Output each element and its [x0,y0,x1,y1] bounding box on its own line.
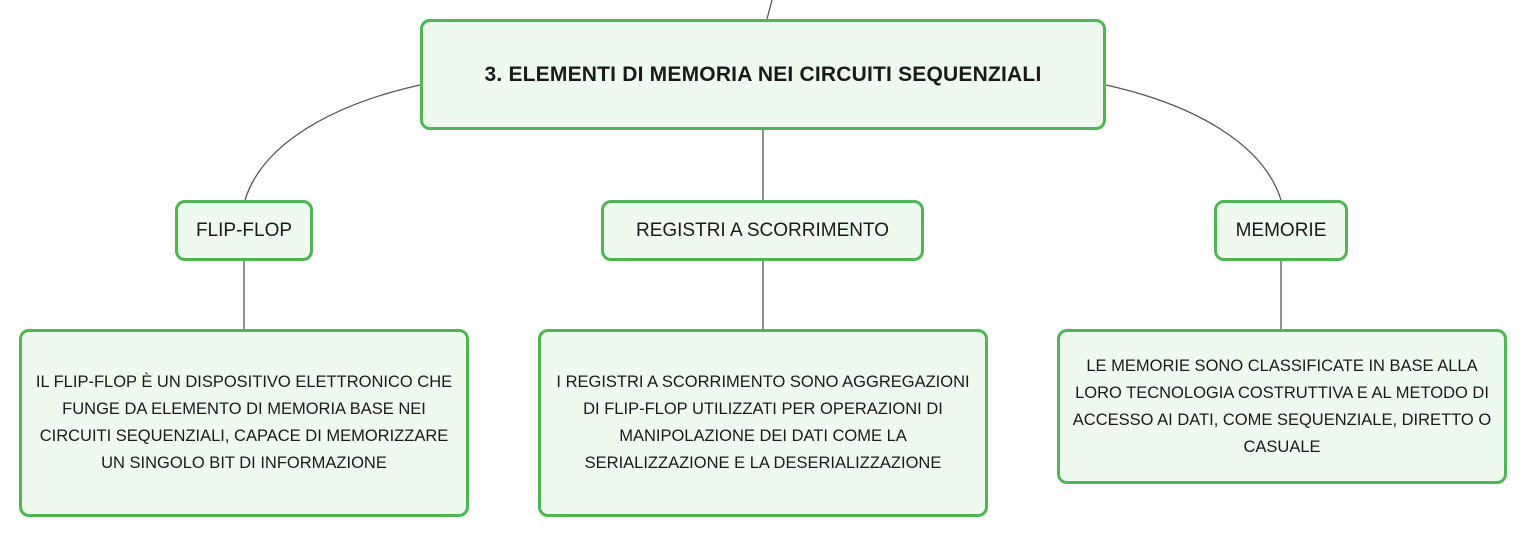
branch-label-registri-a-scorrimento: REGISTRI A SCORRIMENTO [635,219,890,241]
central-topic-node[interactable] [420,19,1106,130]
description-text-registri-a-scorrimento: I REGISTRI A SCORRIMENTO SONO AGGREGAZIONI DI FLIP-FLOP UTILIZZATI PER OPERAZIONI DI MANIPOLAZIONE DEI DATI COME LA SERIALIZZAZIONE E LA DESERIALIZZAZIONE [556,373,970,472]
branch-node-registri-a-scorrimento[interactable] [601,200,924,261]
branch-label-flip-flop: FLIP-FLOP [195,219,293,241]
connector-root-to-flip-flop [245,85,420,200]
branch-label-memorie: MEMORIE [1235,219,1327,241]
description-node-flip-flop[interactable] [19,329,469,517]
description-text-flip-flop: IL FLIP-FLOP È UN DISPOSITIVO ELETTRONICO CHE FUNGE DA ELEMENTO DI MEMORIA BASE NEI CIRCUITI SEQUENZIALI, CAPACE DI MEMORIZZARE UN SINGOLO BIT DI INFORMAZIONE [35,373,453,472]
connector-root-to-memorie [1106,85,1281,200]
branch-node-memorie[interactable] [1214,200,1348,261]
description-text-memorie: LE MEMORIE SONO CLASSIFICATE IN BASE ALLA LORO TECNOLOGIA COSTRUTTIVA E AL METODO DI ACCESSO AI DATI, COME SEQUENZIALE, DIRETTO O CASUALE [1072,356,1492,456]
description-node-memorie[interactable] [1057,329,1507,484]
description-node-registri-a-scorrimento[interactable] [538,329,988,517]
parent-connector [767,0,772,19]
branch-node-flip-flop[interactable] [175,200,313,261]
central-topic-label: 3. ELEMENTI DI MEMORIA NEI CIRCUITI SEQUENZIALI [484,62,1042,86]
